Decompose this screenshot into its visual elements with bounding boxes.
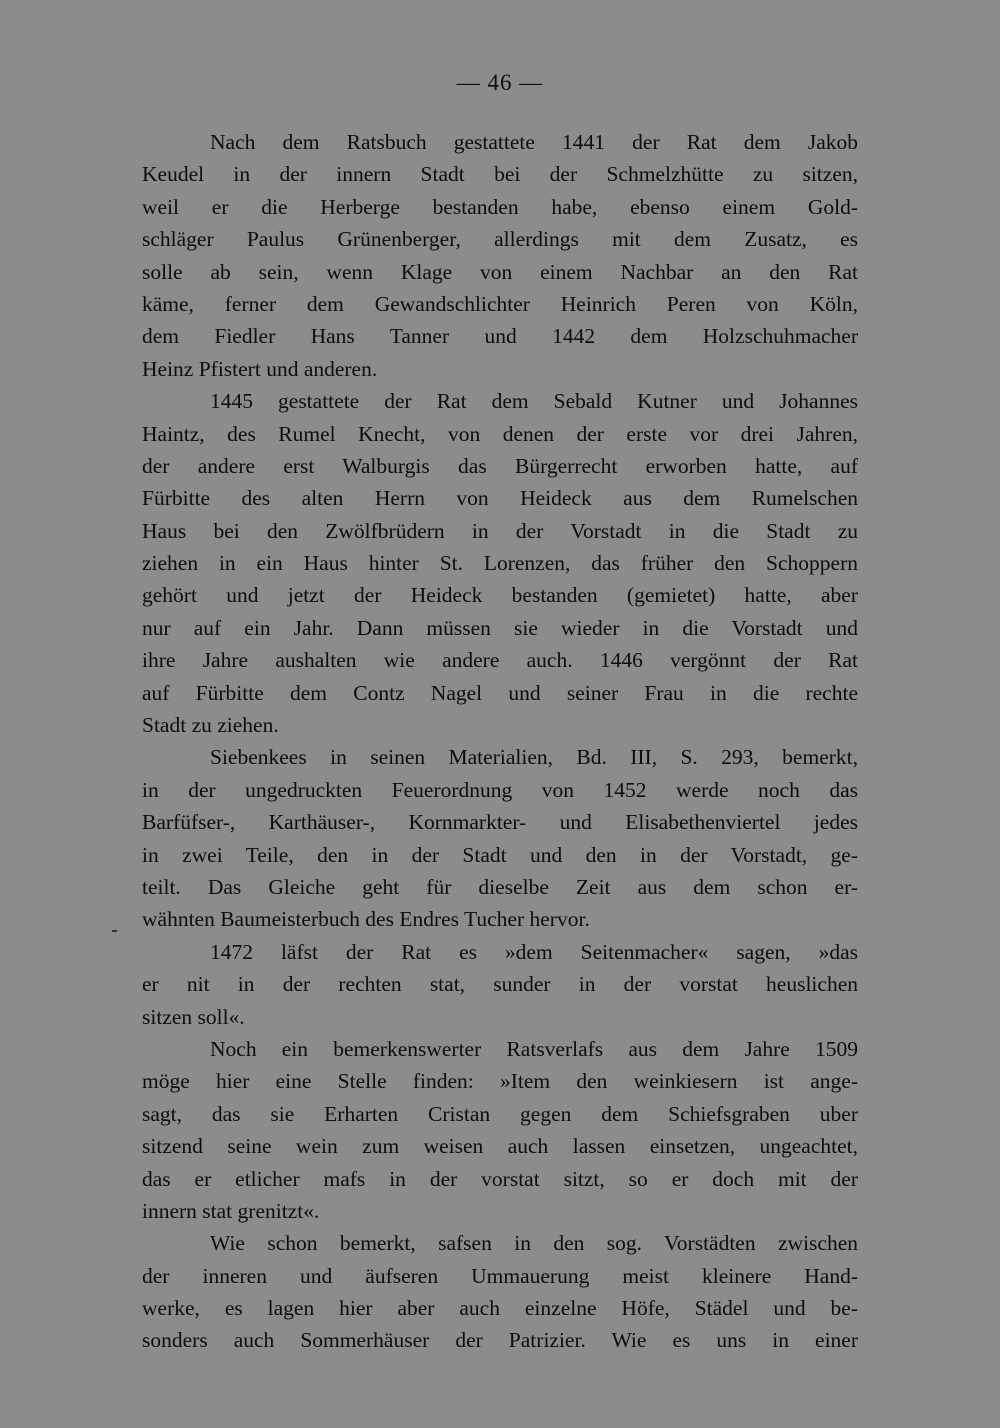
text-line: innern stat grenitzt«.: [142, 1198, 320, 1223]
body-text: [142, 126, 858, 1357]
text-line: Heinz Pfistert und anderen.: [142, 356, 378, 381]
margin-mark: [112, 930, 117, 932]
text-line: Noch ein bemerkenswerter Ratsverlafs aus dem Jahre 1509: [210, 1036, 858, 1061]
text-line: sitzen soll«.: [142, 1004, 245, 1029]
text-line: sagt, das sie Erharten Cristan gegen dem Schiefsgraben uber: [142, 1101, 858, 1126]
text-line: sitzend seine wein zum weisen auch lassen einsetzen, ungeachtet,: [142, 1134, 858, 1159]
page-number: — 46 —: [456, 70, 544, 95]
text-line: in der ungedruckten Feuerordnung von 1452 werde noch das: [142, 777, 858, 802]
text-line: gehört und jetzt der Heideck bestanden (gemietet) hatte, aber: [142, 583, 858, 608]
text-line: auf Fürbitte dem Contz Nagel und seiner Frau in die rechte: [142, 680, 858, 705]
text-line: Haintz, des Rumel Knecht, von denen der erste vor drei Jahren,: [142, 421, 858, 446]
text-line: käme, ferner dem Gewandschlichter Heinrich Peren von Köln,: [142, 291, 858, 316]
text-line: ziehen in ein Haus hinter St. Lorenzen, das früher den Schoppern: [142, 551, 858, 576]
text-line: Keudel in der innern Stadt bei der Schmelzhütte zu sitzen,: [142, 162, 858, 187]
text-line: sonders auch Sommerhäuser der Patrizier. Wie es uns in einer: [142, 1328, 858, 1353]
text-line: Haus bei den Zwölfbrüdern in der Vorstadt in die Stadt zu: [142, 518, 858, 543]
text-line: der andere erst Walburgis das Bürgerrecht erworben hatte, auf: [142, 453, 858, 478]
text-line: 1472 läfst der Rat es »dem Seitenmacher« sagen, »das: [210, 939, 858, 964]
text-line: nur auf ein Jahr. Dann müssen sie wieder in die Vorstadt und: [142, 615, 858, 640]
text-line: teilt. Das Gleiche geht für dieselbe Zeit aus dem schon er-: [142, 874, 858, 899]
text-line: möge hier eine Stelle finden: »Item den weinkiesern ist ange-: [142, 1069, 858, 1094]
text-line: dem Fiedler Hans Tanner und 1442 dem Holzschuhmacher: [142, 324, 858, 349]
text-line: wähnten Baumeisterbuch des Endres Tucher hervor.: [142, 907, 590, 932]
text-line: weil er die Herberge bestanden habe, ebenso einem Gold-: [142, 194, 858, 219]
text-line: Nach dem Ratsbuch gestattete 1441 der Rat dem Jakob: [210, 130, 858, 154]
text-line: Wie schon bemerkt, safsen in den sog. Vorstädten zwischen: [210, 1231, 858, 1256]
text-line: Fürbitte des alten Herrn von Heideck aus dem Rumelschen: [142, 486, 858, 511]
text-line: in zwei Teile, den in der Stadt und den in der Vorstadt, ge-: [142, 842, 858, 867]
text-line: das er etlicher mafs in der vorstat sitzt, so er doch mit der: [142, 1166, 858, 1191]
text-line: Barfüfser-, Karthäuser-, Kornmarkter- und Elisabethenviertel jedes: [142, 810, 858, 835]
text-line: schläger Paulus Grünenberger, allerdings mit dem Zusatz, es: [142, 227, 858, 252]
text-line: ihre Jahre aushalten wie andere auch. 1446 vergönnt der Rat: [142, 648, 858, 673]
text-line: 1445 gestattete der Rat dem Sebald Kutner und Johannes: [210, 389, 858, 414]
text-line: werke, es lagen hier aber auch einzelne Höfe, Städel und be-: [142, 1296, 858, 1321]
text-line: der inneren und äufseren Ummauerung meist kleinere Hand-: [142, 1263, 858, 1288]
text-line: Siebenkees in seinen Materialien, Bd. III, S. 293, bemerkt,: [210, 745, 858, 770]
text-line: Stadt zu ziehen.: [142, 713, 279, 738]
text-line: er nit in der rechten stat, sunder in der vorstat heuslichen: [142, 972, 858, 997]
text-line: solle ab sein, wenn Klage von einem Nachbar an den Rat: [142, 259, 858, 284]
